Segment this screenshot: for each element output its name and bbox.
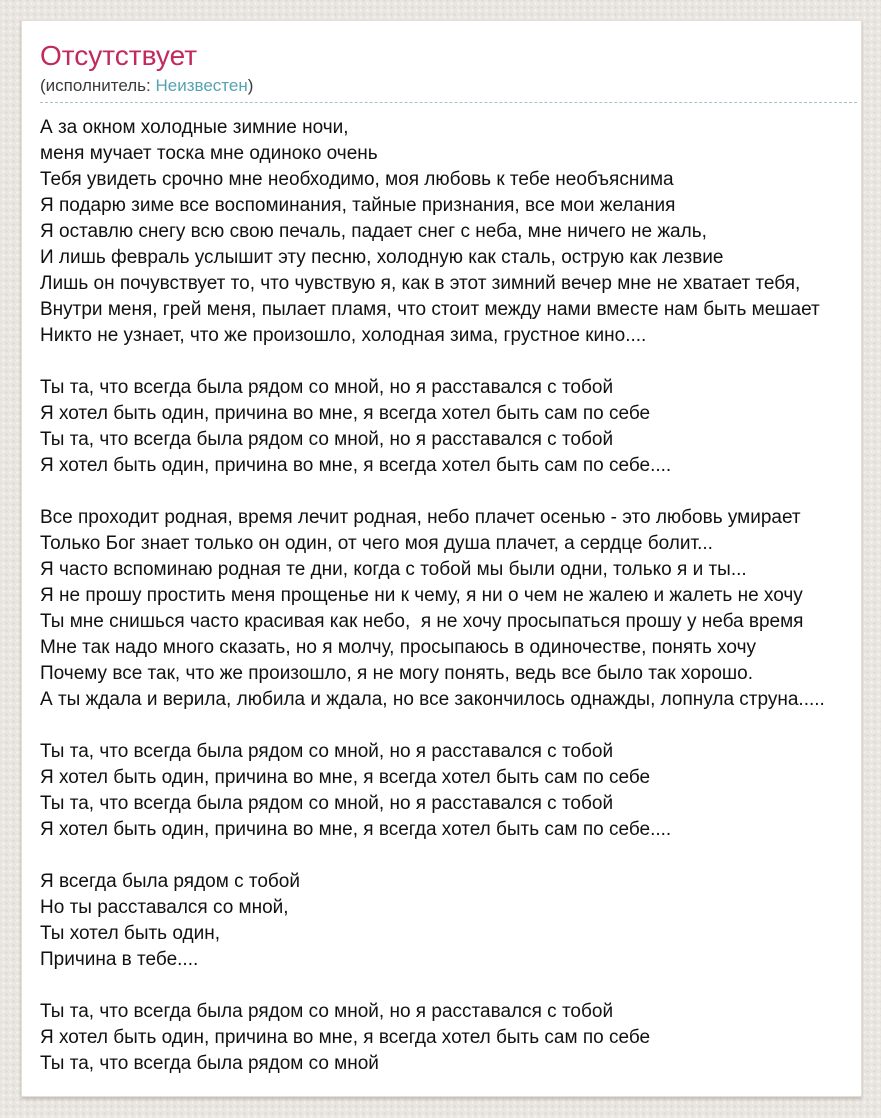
lyrics-line: Все проходит родная, время лечит родная, небо плачет осенью - это любовь умирает [40, 507, 801, 528]
stanza-1 [40, 115, 857, 349]
lyrics-line: Я хотел быть один, причина во мне, я всегда хотел быть сам по себе.... [40, 455, 672, 476]
page-title: Отсутствует [40, 40, 198, 71]
lyrics-line: Ты та, что всегда была рядом со мной, но я расставался с тобой [40, 741, 614, 762]
lyrics-line: Я оставлю снегу всю свою печаль, падает снег с неба, мне ничего не жаль, [40, 221, 707, 242]
lyrics-line: Ты та, что всегда была рядом со мной, но я расставался с тобой [40, 793, 614, 814]
lyrics-line: Причина в тебе.... [40, 949, 199, 970]
lyrics-line: Почему все так, что же произошло, я не могу понять, ведь все было так хорошо. [40, 663, 754, 684]
lyrics-line: Ты мне снишься часто красивая как небо, я не хочу просыпаться прошу у неба время [40, 611, 804, 632]
lyrics-line: Я часто вспоминаю родная те дни, когда с тобой мы были одни, только я и ты... [40, 559, 747, 580]
stanza-2 [40, 375, 857, 479]
lyrics-line: Я хотел быть один, причина во мне, я всегда хотел быть сам по себе.... [40, 819, 672, 840]
lyrics-line: Я хотел быть один, причина во мне, я всегда хотел быть сам по себе [40, 767, 651, 788]
lyrics-line: А за окном холодные зимние ночи, [40, 117, 349, 138]
lyrics-line: Я всегда была рядом с тобой [40, 871, 300, 892]
lyrics-line: Внутри меня, грей меня, пылает пламя, что стоит между нами вместе нам быть мешает [40, 299, 820, 320]
lyrics-line: меня мучает тоска мне одиноко очень [40, 143, 378, 164]
lyrics-line: А ты ждала и верила, любила и ждала, но все закончилось однажды, лопнула струна..... [40, 689, 825, 710]
artist-label-suffix: ) [247, 76, 254, 95]
stanza-6 [40, 999, 857, 1077]
lyrics-line: Но ты расставался со мной, [40, 897, 289, 918]
song-header [40, 39, 857, 103]
lyrics-line: Никто не узнает, что же произошло, холодная зима, грустное кино.... [40, 325, 647, 346]
stanza-5 [40, 869, 857, 973]
lyrics-line: Лишь он почувствует то, что чувствую я, как в этот зимний вечер мне не хватает тебя, [40, 273, 801, 294]
lyrics-text [40, 115, 857, 1077]
lyrics-line: Ты та, что всегда была рядом со мной [40, 1053, 379, 1074]
lyrics-line: Только Бог знает только он один, от чего моя душа плачет, а сердце болит... [40, 533, 713, 554]
lyrics-line: Мне так надо много сказать, но я молчу, просыпаюсь в одиночестве, понять хочу [40, 637, 756, 658]
lyrics-line: Я хотел быть один, причина во мне, я всегда хотел быть сам по себе [40, 1027, 651, 1048]
lyrics-card [21, 20, 862, 1097]
stanza-4 [40, 739, 857, 843]
stanza-3 [40, 505, 857, 713]
lyrics-line: Ты та, что всегда была рядом со мной, но я расставался с тобой [40, 1001, 614, 1022]
lyrics-line: Ты та, что всегда была рядом со мной, но я расставался с тобой [40, 429, 614, 450]
lyrics-line: Ты та, что всегда была рядом со мной, но я расставался с тобой [40, 377, 614, 398]
lyrics-line: Я подарю зиме все воспоминания, тайные признания, все мои желания [40, 195, 676, 216]
artist-link[interactable]: Неизвестен [155, 76, 248, 95]
lyrics-line: И лишь февраль услышит эту песню, холодную как сталь, острую как лезвие [40, 247, 724, 268]
lyrics-line: Ты хотел быть один, [40, 923, 220, 944]
lyrics-line: Тебя увидеть срочно мне необходимо, моя любовь к тебе необъяснима [40, 169, 674, 190]
artist-label-prefix: (исполнитель: [40, 76, 156, 95]
lyrics-line: Я хотел быть один, причина во мне, я всегда хотел быть сам по себе [40, 403, 651, 424]
lyrics-line: Я не прошу простить меня прощенье ни к чему, я ни о чем не жалею и жалеть не хочу [40, 585, 803, 606]
artist-line [40, 75, 857, 97]
